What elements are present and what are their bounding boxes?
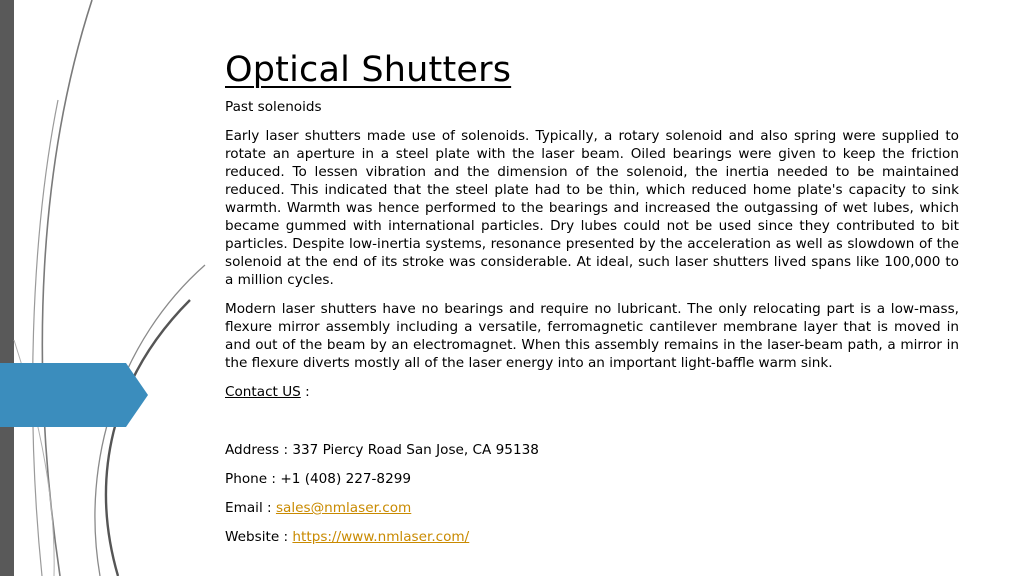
phone-label: Phone : (225, 471, 281, 487)
phone-value: +1 (408) 227-8299 (280, 471, 412, 487)
contact-line (225, 383, 959, 401)
decorative-curves (0, 0, 210, 576)
address-value: 337 Piercy Road San Jose, CA 95138 (292, 442, 539, 458)
email-line (225, 499, 959, 517)
website-link[interactable]: https://www.nmlaser.com/ (292, 529, 470, 545)
slide-content (225, 48, 959, 557)
paragraph-early-shutters: Early laser shutters made use of solenoids. Typically, a rotary solenoid and also spring were supplied to rotate an aperture in a steel plate with the laser beam. Oiled bearings were given to keep the friction reduced. To lessen vibration and the dimension of the solenoid, the inertia needed to be maintained reduced. This indicated that the steel plate had to be thin, which reduced home plate's capacity to sink warmth. Warmth was hence performed to the bearings and increased the outgassing of wet lubes, which became gummed with international particles. Dry lubes could not be used since they contributed to bit particles. Despite low-inertia systems, resonance presented by the acceleration as well as slowdown of the solenoid at the end of its stroke was considerable. At ideal, such laser shutters lived spans like 100,000 to a million cycles. (225, 128, 959, 288)
website-line (225, 528, 959, 546)
subtitle: Past solenoids (225, 99, 322, 115)
address-label: Address : (225, 442, 293, 458)
spacer (225, 412, 959, 441)
accent-arrow-tab (0, 363, 148, 427)
email-label: Email : (225, 500, 276, 516)
phone-line (225, 470, 959, 488)
page-title: Optical Shutters (225, 50, 512, 90)
address-line (225, 441, 959, 459)
contact-us-link[interactable]: Contact US (225, 384, 301, 400)
paragraph-modern-shutters: Modern laser shutters have no bearings and require no lubricant. The only relocating part is a low-mass, flexure mirror assembly including a versatile, ferromagnetic cantilever membrane layer that is moved in and out of the beam by an electromagnet. When this assembly remains in the laser-beam path, a mirror in the flexure diverts mostly all of the laser energy into an important light-baffle warm sink. (225, 301, 959, 371)
email-link[interactable]: sales@nmlaser.com (275, 500, 412, 516)
website-label: Website : (225, 529, 293, 545)
contact-suffix: : (300, 384, 310, 400)
